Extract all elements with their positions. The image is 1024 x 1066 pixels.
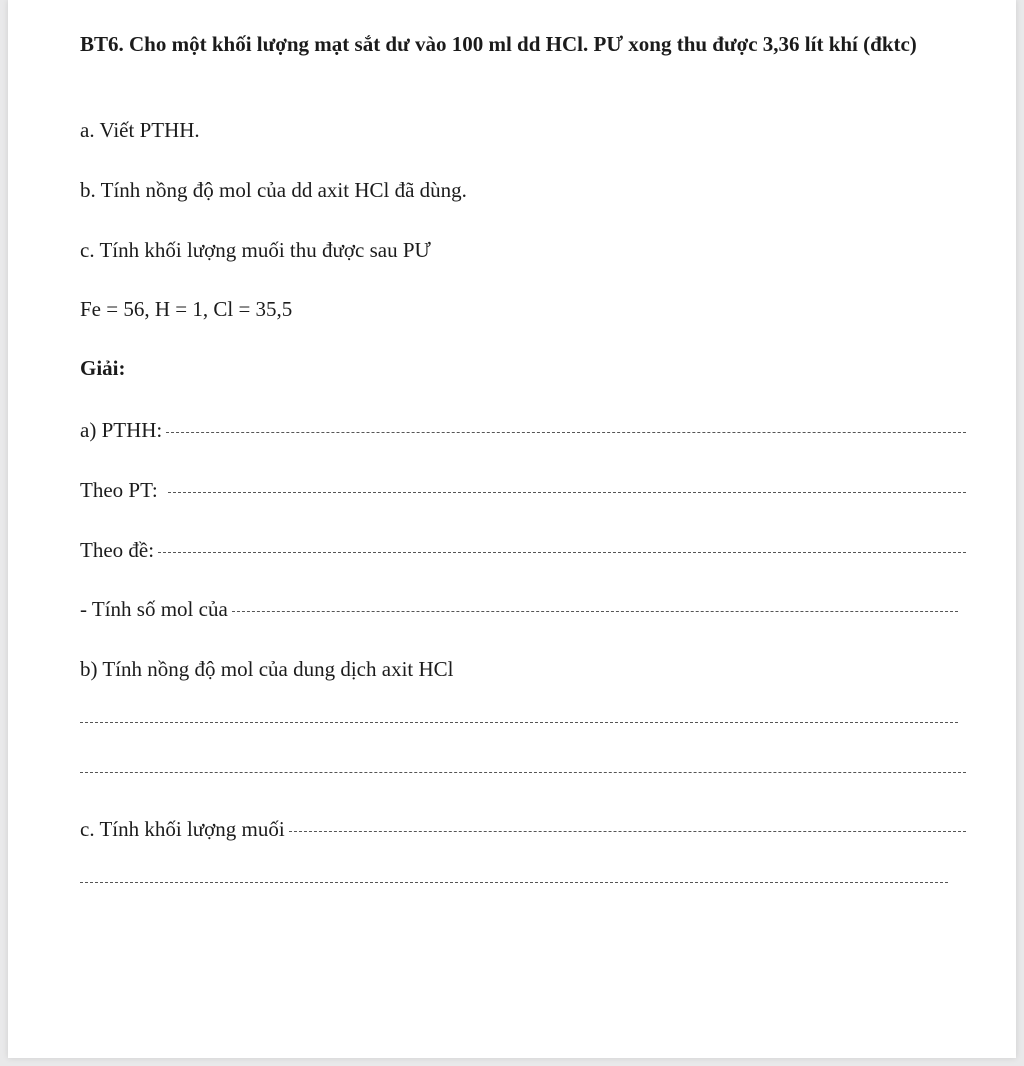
so-mol-blank[interactable] xyxy=(232,611,958,612)
theo-de-blank[interactable] xyxy=(158,552,966,553)
document-page xyxy=(8,0,1016,1058)
answer-row-theo-de xyxy=(80,538,966,563)
answer-c-blank-2[interactable] xyxy=(80,882,948,883)
answer-row-so-mol xyxy=(80,597,958,622)
so-mol-label: - Tính số mol của xyxy=(80,597,228,621)
theo-pt-label: Theo PT: xyxy=(80,478,158,502)
answer-a-blank[interactable] xyxy=(166,432,966,433)
answer-b-label: b) Tính nồng độ mol của dung dịch axit HCl xyxy=(80,657,454,681)
answer-b-blank-2[interactable] xyxy=(80,772,966,773)
question-b: b. Tính nồng độ mol của dd axit HCl đã dùng. xyxy=(80,178,467,202)
question-c: c. Tính khối lượng muối thu được sau PƯ xyxy=(80,238,431,262)
question-a: a. Viết PTHH. xyxy=(80,118,200,142)
solution-heading: Giải: xyxy=(80,356,126,380)
answer-b-blank-1[interactable] xyxy=(80,722,958,723)
answer-row-theo-pt xyxy=(80,478,966,503)
answer-row-a xyxy=(80,418,966,443)
theo-pt-blank[interactable] xyxy=(168,492,966,493)
answer-a-label: a) PTHH: xyxy=(80,418,163,442)
atomic-masses: Fe = 56, H = 1, Cl = 35,5 xyxy=(80,297,293,321)
answer-row-c xyxy=(80,817,966,842)
answer-c-blank[interactable] xyxy=(289,831,966,832)
answer-c-label: c. Tính khối lượng muối xyxy=(80,817,285,841)
worksheet xyxy=(8,0,1016,1058)
problem-title: BT6. Cho một khối lượng mạt sắt dư vào 100 ml dd HCl. PƯ xong thu được 3,36 lít khí (đktc) xyxy=(80,32,917,56)
theo-de-label: Theo đề: xyxy=(80,538,155,562)
